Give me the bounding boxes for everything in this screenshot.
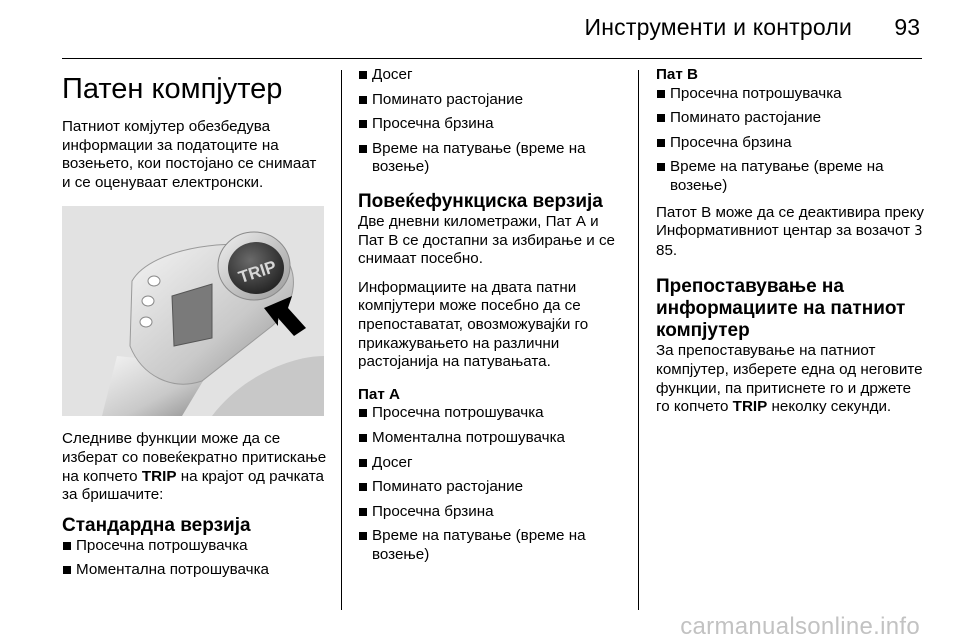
column-2	[358, 66, 628, 572]
page-number: 93	[894, 14, 920, 40]
header-rule	[62, 58, 922, 59]
multifunction-paragraph-1: Две дневни километражи, Пат А и Пат В се достапни за избирање и се снимаат посебно.	[358, 212, 615, 268]
list-item: Време на патување (време на возење)	[358, 140, 628, 177]
trip-button-illustration	[62, 206, 324, 416]
standard-items-list	[62, 537, 328, 580]
function-selection-paragraph: Следниве функции може да се изберат со повеќекратно притискање на копчето TRIP на крајот од рачката за бришачите:	[62, 430, 327, 504]
trip-a-list	[358, 404, 628, 564]
list-item: Просечна потрошувачка	[656, 85, 926, 104]
list-item: Просечна брзина	[358, 115, 628, 134]
multifunction-heading: Повеќефункциска верзија	[358, 190, 603, 212]
page-reference[interactable]: 85.	[656, 241, 678, 259]
trip-button-ref: TRIP	[732, 398, 768, 416]
trip-button-ref: TRIP	[141, 467, 177, 485]
list-item: Поминато растојание	[358, 478, 628, 497]
trip-b-list	[656, 85, 926, 196]
intro-paragraph: Патниот комјутер обезбедува информации за податоците на возењето, кои постојано се снимаат и се оценуваат електронски.	[62, 118, 317, 191]
column-divider-left	[341, 70, 342, 610]
list-item: Време на патување (време на возење)	[656, 158, 926, 195]
list-item: Моментална потрошувачка	[62, 561, 328, 580]
list-item: Време на патување (време на возење)	[358, 527, 628, 564]
reset-paragraph: За препоставување на патниот компјутер, изберете една од неговите функции, па притиснете го и држете го копчето TRIP неколку секунди.	[656, 342, 923, 416]
reset-heading: Препоставување на информациите на патниот компјутер	[656, 276, 906, 342]
column-1	[62, 66, 328, 588]
trip-b-heading: Пат В	[656, 66, 698, 83]
list-item: Досег	[358, 454, 628, 473]
standard-version-heading: Стандардна верзија	[62, 514, 251, 536]
header-title: Инструменти и контроли	[584, 14, 852, 40]
trip-a-heading: Пат А	[358, 385, 400, 403]
list-item: Поминато растојание	[656, 109, 926, 128]
list-item: Просечна потрошувачка	[62, 537, 328, 556]
trip-b-paragraph: Патот В може да се деактивира преку Информативниот центар за возачот 3 85.	[656, 203, 924, 259]
column-3	[656, 66, 926, 427]
section-title: Патен компјутер	[62, 73, 283, 105]
standard-items-continued	[358, 66, 628, 177]
list-item: Досег	[358, 66, 628, 85]
multifunction-paragraph-2: Информациите на двата патни компјутери може посебно да се препоставатат, овозможувајќи го прикажувањето на различни растојанија на патувањата.	[358, 278, 589, 371]
trip-button-label: TRIP	[236, 257, 279, 288]
list-item: Просечна брзина	[656, 134, 926, 153]
watermark: carmanualsonline.info	[680, 613, 920, 640]
list-item: Моментална потрошувачка	[358, 429, 628, 448]
list-item: Просечна брзина	[358, 503, 628, 522]
list-item: Просечна потрошувачка	[358, 404, 628, 423]
page-reference-arrow-icon: 3	[914, 224, 923, 240]
list-item: Поминато растојание	[358, 91, 628, 110]
wiper-stalk-illustration	[62, 206, 324, 416]
page-header	[0, 0, 960, 62]
column-divider-right	[638, 70, 639, 610]
